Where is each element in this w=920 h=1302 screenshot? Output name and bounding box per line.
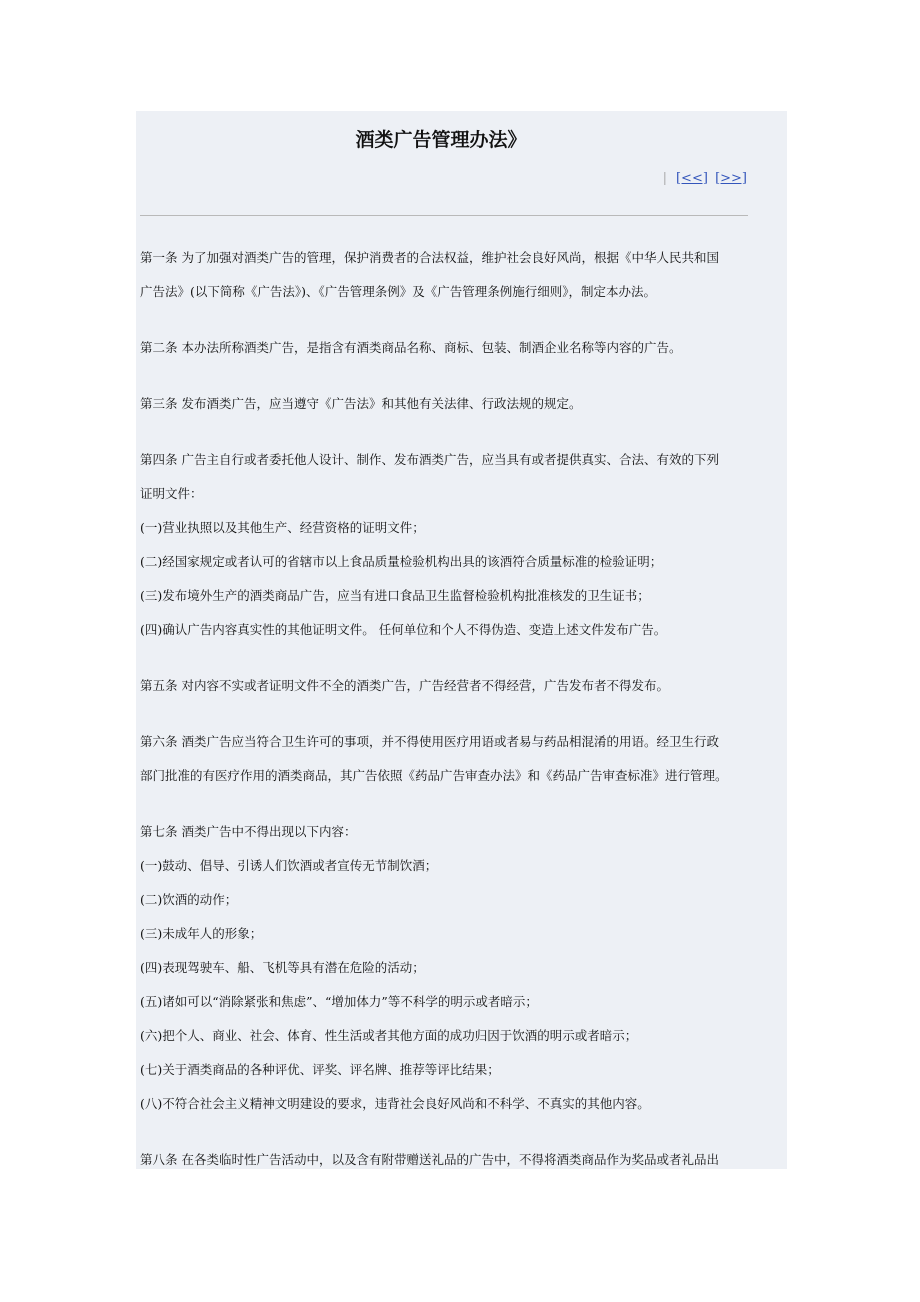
article-line: 部门批准的有医疗作用的酒类商品，其广告依照《药品广告审查办法》和《药品广告审查标准》进行管理。 xyxy=(140,768,728,783)
article-line: 证明文件： xyxy=(140,486,203,501)
list-item: (三)发布境外生产的酒类商品广告，应当有进口食品卫生监督检验机构批准核发的卫生证书； xyxy=(140,588,650,603)
article-line: 第七条 酒类广告中不得出现以下内容： xyxy=(140,824,357,839)
list-item: (一)鼓动、倡导、引诱人们饮酒或者宣传无节制饮酒； xyxy=(140,858,438,873)
article-8 xyxy=(140,1143,786,1169)
article-1 xyxy=(140,241,786,309)
article-line: 第五条 对内容不实或者证明文件不全的酒类广告，广告经营者不得经营，广告发布者不得发布。 xyxy=(140,678,669,693)
article-6 xyxy=(140,725,786,793)
article-line: 第二条 本办法所称酒类广告，是指含有酒类商品名称、商标、包装、制酒企业名称等内容的广告。 xyxy=(140,340,682,355)
article-line: 第八条 在各类临时性广告活动中，以及含有附带赠送礼品的广告中，不得将酒类商品作为奖品或者礼品出 xyxy=(140,1152,719,1167)
page-title: 酒类广告管理办法》 xyxy=(355,129,527,151)
list-item: (四)确认广告内容真实性的其他证明文件。 任何单位和个人不得伪造、变造上述文件发布广告。 xyxy=(140,622,667,637)
list-item: (二)饮酒的动作； xyxy=(140,892,238,907)
pager-nav xyxy=(663,171,747,187)
article-body xyxy=(140,241,786,1169)
list-item: (一)营业执照以及其他生产、经营资格的证明文件； xyxy=(140,520,425,535)
article-line: 第三条 发布酒类广告，应当遵守《广告法》和其他有关法律、行政法规的规定。 xyxy=(140,396,582,411)
next-link[interactable]: [>>] xyxy=(715,171,747,186)
list-item: (八)不符合社会主义精神文明建设的要求，违背社会良好风尚和不科学、不真实的其他内容。 xyxy=(140,1096,650,1111)
list-item: (六)把个人、商业、社会、体育、性生活或者其他方面的成功归因于饮酒的明示或者暗示； xyxy=(140,1028,638,1043)
list-item: (二)经国家规定或者认可的省辖市以上食品质量检验机构出具的该酒符合质量标准的检验证明； xyxy=(140,554,663,569)
document-panel xyxy=(136,111,787,1169)
prev-link[interactable]: [<<] xyxy=(675,171,708,186)
article-2 xyxy=(140,331,786,365)
nav-separator: | xyxy=(662,171,667,186)
article-5 xyxy=(140,669,786,703)
article-line: 第一条 为了加强对酒类广告的管理，保护消费者的合法权益，维护社会良好风尚，根据《中华人民共和国 xyxy=(140,250,719,265)
article-3 xyxy=(140,387,786,421)
article-line: 广告法》(以下简称《广告法》)、《广告管理条例》及《广告管理条例施行细则》，制定本办法。 xyxy=(140,284,657,299)
article-line: 第四条 广告主自行或者委托他人设计、制作、发布酒类广告，应当具有或者提供真实、合法、有效的下列 xyxy=(140,452,719,467)
list-item: (五)诸如可以“消除紧张和焦虑”、“增加体力”等不科学的明示或者暗示； xyxy=(140,994,538,1009)
divider xyxy=(140,215,748,216)
article-7 xyxy=(140,815,786,1121)
list-item: (四)表现驾驶车、船、飞机等具有潜在危险的活动； xyxy=(140,960,425,975)
list-item: (三)未成年人的形象； xyxy=(140,926,263,941)
article-4 xyxy=(140,443,786,647)
article-line: 第六条 酒类广告应当符合卫生许可的事项，并不得使用医疗用语或者易与药品相混淆的用语。经卫生行政 xyxy=(140,734,719,749)
list-item: (七)关于酒类商品的各种评优、评奖、评名牌、推荐等评比结果； xyxy=(140,1062,500,1077)
